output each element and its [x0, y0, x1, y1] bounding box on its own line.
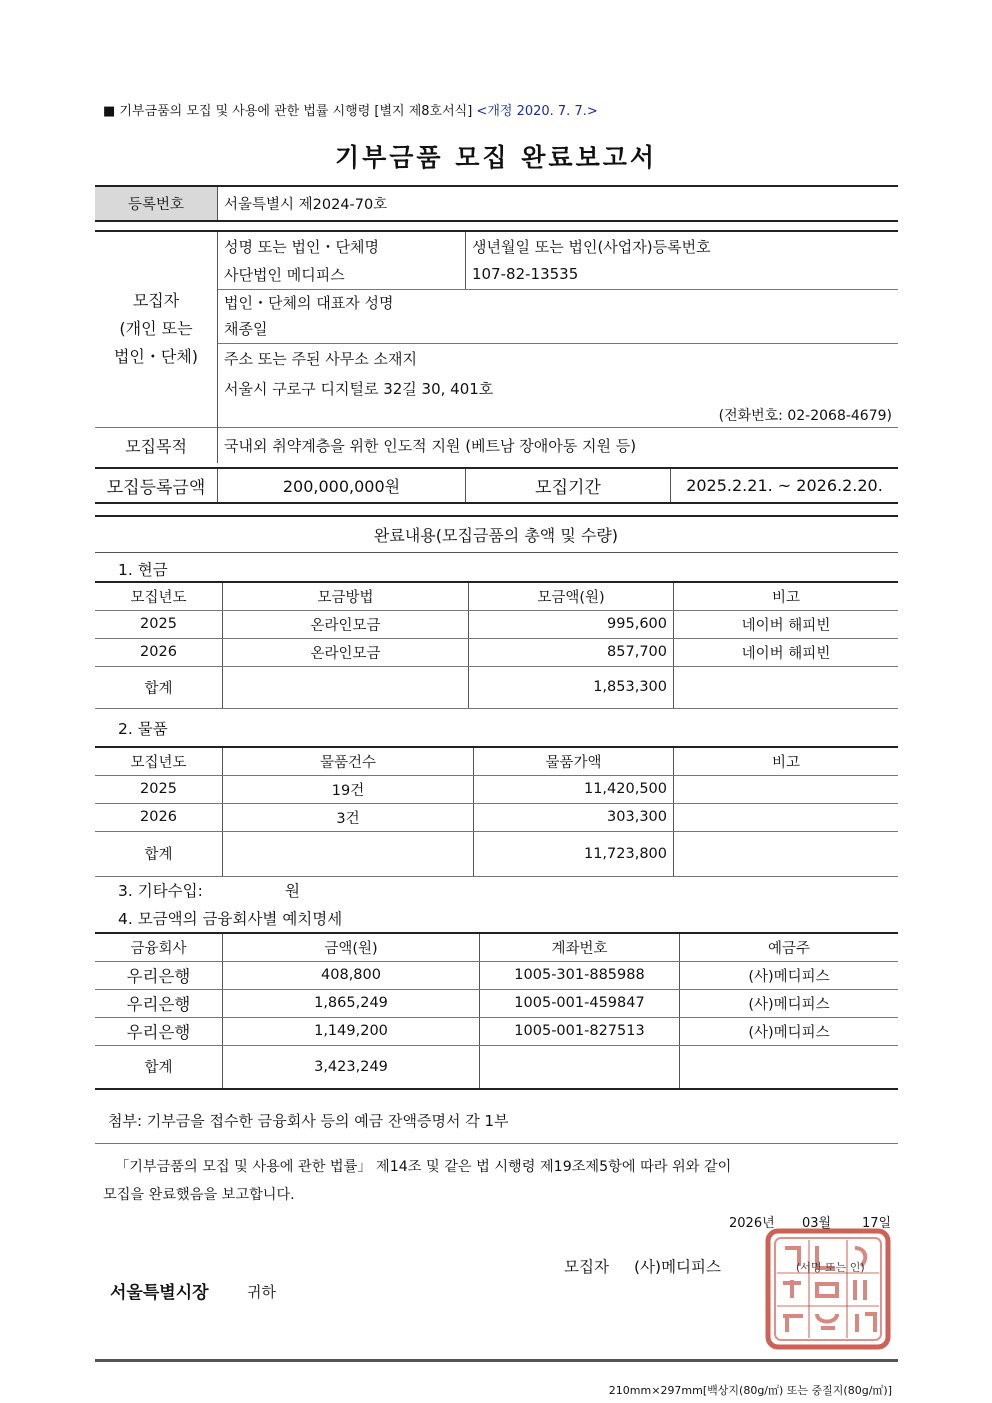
table-row [95, 610, 898, 638]
goods-col-year: 모집년도 [95, 747, 223, 775]
table-row [95, 961, 898, 989]
goods-note [674, 775, 899, 803]
other-income-unit: 원 [285, 882, 300, 900]
regno-value: 107-82-13535 [466, 260, 899, 289]
name-value: 사단법인 메디피스 [218, 260, 466, 289]
deposits-total-row [95, 1045, 898, 1089]
deposit-amount: 1,865,249 [223, 989, 480, 1017]
rep-value: 채종일 [218, 315, 899, 343]
deposit-account: 1005-001-459847 [480, 989, 680, 1017]
goods-title: 2. 물품 [118, 720, 168, 738]
amount-label: 모집등록금액 [95, 468, 218, 503]
cash-amount: 995,600 [469, 610, 674, 638]
goods-value: 303,300 [474, 803, 674, 831]
deposits-title: 4. 모금액의 금융회사별 예치명세 [118, 910, 343, 928]
cash-col-amount: 모금액(원) [469, 582, 674, 610]
purpose-label: 모집목적 [95, 427, 218, 463]
deposit-holder: (사)메디피스 [680, 961, 899, 989]
goods-total-value: 11,723,800 [474, 831, 674, 876]
cash-note: 네이버 해피빈 [674, 638, 899, 666]
phone-number: (전화번호: 02-2068-4679) [718, 408, 892, 424]
divider-top [95, 515, 898, 517]
deposit-amount: 1,149,200 [223, 1017, 480, 1045]
cash-total-row [95, 666, 898, 708]
registration-value: 서울특별시 제2024-70호 [218, 186, 899, 221]
goods-value: 11,420,500 [474, 775, 674, 803]
divider-heading [95, 552, 898, 553]
deposit-bank: 우리은행 [95, 989, 223, 1017]
other-income-title: 3. 기타수입: [118, 882, 203, 900]
divider-attachment [95, 1143, 898, 1144]
goods-col-value: 물품가액 [474, 747, 674, 775]
goods-count: 3건 [223, 803, 474, 831]
addr-cell [218, 373, 899, 427]
collector-label-line1: 모집자 [132, 291, 180, 311]
deposits-col-bank: 금융회사 [95, 933, 223, 961]
deposit-account: 1005-301-885988 [480, 961, 680, 989]
deposits-total-account [480, 1045, 680, 1089]
deposit-bank: 우리은행 [95, 1017, 223, 1045]
goods-total-count [223, 831, 474, 876]
purpose-value: 국내외 취약계층을 위한 인도적 지원 (베트남 장애아동 지원 등) [218, 427, 899, 463]
period-value: 2025.2.21. ~ 2026.2.20. [671, 468, 899, 503]
goods-year: 2025 [95, 775, 223, 803]
cash-total-method [223, 666, 469, 708]
cash-table [95, 581, 898, 709]
statement-line2: 모집을 완료했음을 보고합니다. [103, 1187, 295, 1203]
goods-year: 2026 [95, 803, 223, 831]
recipient-suffix: 귀하 [247, 1283, 276, 1301]
amount-value: 200,000,000원 [218, 468, 466, 503]
rep-label: 법인・단체의 대표자 성명 [224, 293, 394, 312]
collector-table [95, 230, 898, 463]
name-label: 성명 또는 법인・단체명 [218, 231, 466, 260]
cash-total-note [674, 666, 899, 708]
deposits-total-label: 합계 [95, 1045, 223, 1089]
table-row [95, 1017, 898, 1045]
statement-line1: 「기부금품의 모집 및 사용에 관한 법률」 제14조 및 같은 법 시행령 제19조제5항에 따라 위와 같이 [115, 1159, 732, 1175]
cash-total-amount: 1,853,300 [469, 666, 674, 708]
cash-year: 2026 [95, 638, 223, 666]
form-ref-text: ■ 기부금품의 모집 및 사용에 관한 법률 시행령 [별지 제8호서식] [103, 104, 473, 119]
addr-label: 주소 또는 주된 사무소 소재지 [224, 349, 417, 368]
form-reference [103, 100, 598, 119]
regno-label: 생년월일 또는 법인(사업자)등록번호 [466, 231, 899, 260]
cash-header-row [95, 582, 898, 610]
cash-note: 네이버 해피빈 [674, 610, 899, 638]
deposit-account: 1005-001-827513 [480, 1017, 680, 1045]
cash-method: 온라인모금 [223, 638, 469, 666]
goods-total-note [674, 831, 899, 876]
goods-note [674, 803, 899, 831]
goods-table [95, 746, 898, 877]
date-month: 03월 [802, 1216, 832, 1231]
table-row [95, 803, 898, 831]
deposits-total-holder [680, 1045, 899, 1089]
registration-table [95, 185, 898, 222]
cash-col-method: 모금방법 [223, 582, 469, 610]
goods-col-count: 물품건수 [223, 747, 474, 775]
table-row [95, 775, 898, 803]
deposits-col-account: 계좌번호 [480, 933, 680, 961]
deposits-header-row [95, 933, 898, 961]
table-row [95, 989, 898, 1017]
cash-amount: 857,700 [469, 638, 674, 666]
cash-title: 1. 현금 [118, 561, 168, 579]
deposits-col-amount: 금액(원) [223, 933, 480, 961]
deposit-amount: 408,800 [223, 961, 480, 989]
goods-header-row [95, 747, 898, 775]
registration-label: 등록번호 [95, 186, 218, 221]
collector-label [95, 231, 218, 427]
goods-col-note: 비고 [674, 747, 899, 775]
goods-total-label: 합계 [95, 831, 223, 876]
cash-col-year: 모집년도 [95, 582, 223, 610]
signer-label: 모집자 [564, 1258, 609, 1276]
addr-value: 서울시 구로구 디지털로 32길 30, 401호 [224, 380, 494, 398]
deposits-table [95, 932, 898, 1090]
period-label: 모집기간 [466, 468, 671, 503]
official-seal-icon [765, 1228, 891, 1350]
collector-label-line3: 법인・단체) [113, 347, 199, 367]
cash-total-label: 합계 [95, 666, 223, 708]
revision-date: <개정 2020. 7. 7.> [476, 104, 598, 119]
signer-name: (사)메디피스 [634, 1258, 721, 1276]
deposit-holder: (사)메디피스 [680, 989, 899, 1017]
cash-col-note: 비고 [674, 582, 899, 610]
completion-heading: 완료내용(모집금품의 총액 및 수량) [373, 526, 619, 545]
table-row [95, 638, 898, 666]
deposit-bank: 우리은행 [95, 961, 223, 989]
divider-footer [95, 1359, 898, 1362]
attachment-note: 첨부: 기부금을 접수한 금융회사 등의 예금 잔액증명서 각 1부 [108, 1112, 509, 1130]
date-year: 2026년 [729, 1216, 775, 1231]
amount-table [95, 467, 898, 504]
cash-method: 온라인모금 [223, 610, 469, 638]
page-title: 기부금품 모집 완료보고서 [334, 143, 658, 172]
recipient-name: 서울특별시장 [110, 1283, 209, 1303]
deposit-holder: (사)메디피스 [680, 1017, 899, 1045]
goods-total-row [95, 831, 898, 876]
goods-count: 19건 [223, 775, 474, 803]
deposits-col-holder: 예금주 [680, 933, 899, 961]
deposits-total-amount: 3,423,249 [223, 1045, 480, 1089]
cash-year: 2025 [95, 610, 223, 638]
paper-spec: 210mm×297mm[백상지(80g/㎡) 또는 중질지(80g/㎡)] [608, 1384, 892, 1397]
sign-note: (서명 또는 인) [796, 1261, 865, 1274]
collector-label-line2: (개인 또는 [119, 319, 193, 339]
date-day: 17일 [862, 1216, 892, 1231]
